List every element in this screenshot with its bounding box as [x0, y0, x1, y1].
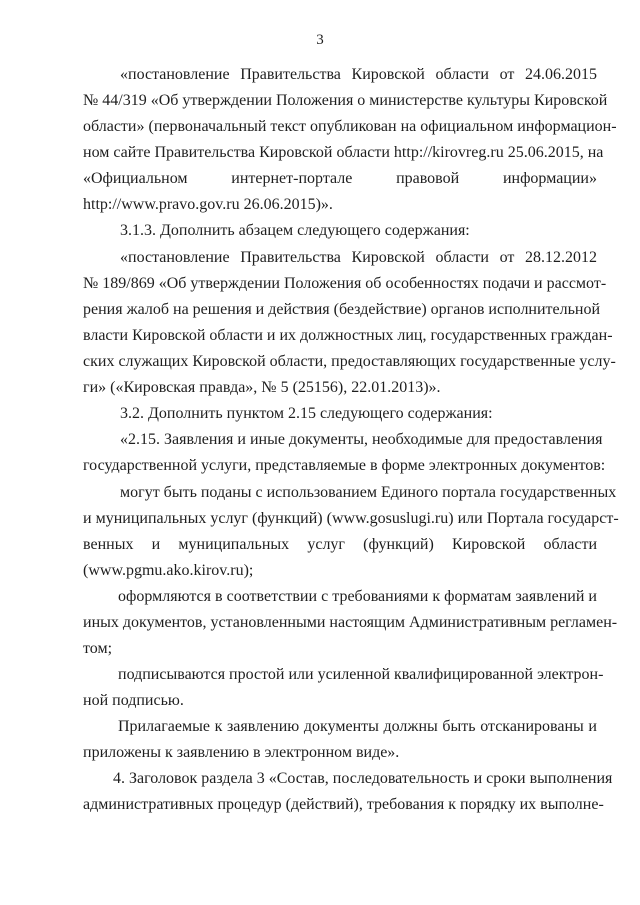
- text-line: № 44/319 «Об утверждении Положения о министерстве культуры Кировской: [83, 92, 608, 109]
- text-line: государственной услуги, представляемые в форме электронных документов:: [83, 457, 606, 474]
- text-line: 4. Заголовок раздела 3 «Состав, последовательность и сроки выполнения: [113, 770, 613, 787]
- text-line: области» (первоначальный текст опубликован на официальном информацион-: [83, 118, 617, 135]
- text-line: приложены к заявлению в электронном виде».: [83, 744, 400, 761]
- text-line: административных процедур (действий), требования к порядку их выполне-: [83, 796, 604, 813]
- text-line: № 189/869 «Об утверждении Положения об особенностях подачи и рассмот-: [83, 275, 607, 292]
- text-line: 3.2. Дополнить пунктом 2.15 следующего содержания:: [120, 405, 493, 422]
- text-line: подписываются простой или усиленной квалифицированной электрон-: [118, 666, 604, 683]
- text-line: рения жалоб на решения и действия (бездействие) органов исполнительной: [83, 301, 601, 318]
- text-line: венных и муниципальных услуг (функций) Кировской области: [83, 536, 597, 553]
- text-line: оформляются в соответствии с требованиями к форматам заявлений и: [118, 588, 597, 605]
- text-line: «2.15. Заявления и иные документы, необходимые для предоставления: [120, 431, 603, 448]
- text-line: «постановление Правительства Кировской области от 28.12.2012: [120, 249, 597, 266]
- page-number: 3: [316, 32, 324, 48]
- text-line: власти Кировской области и их должностных лиц, государственных граждан-: [83, 327, 613, 344]
- text-line: ги» («Кировская правда», № 5 (25156), 22.01.2013)».: [83, 379, 441, 396]
- text-line: иных документов, установленными настоящим Административным регламен-: [83, 614, 618, 631]
- text-line: «постановление Правительства Кировской области от 24.06.2015: [120, 66, 597, 83]
- text-line: «Официальном интернет-портале правовой информации»: [83, 170, 597, 187]
- text-line: Прилагаемые к заявлению документы должны быть отсканированы и: [118, 718, 597, 735]
- text-line: ной подписью.: [83, 692, 184, 709]
- text-line: том;: [83, 640, 113, 657]
- text-line: и муниципальных услуг (функций) (www.gosuslugi.ru) или Портала государст-: [83, 510, 619, 527]
- text-line: (www.pgmu.ako.kirov.ru);: [83, 562, 254, 579]
- text-line: ном сайте Правительства Кировской области http://kirovreg.ru 25.06.2015, на: [83, 144, 604, 161]
- text-line: могут быть поданы с использованием Единого портала государственных: [120, 484, 617, 501]
- text-line: http://www.pravo.gov.ru 26.06.2015)».: [83, 196, 333, 213]
- text-line: 3.1.3. Дополнить абзацем следующего содержания:: [120, 222, 470, 239]
- text-line: ских служащих Кировской области, предоставляющих государственные услу-: [83, 353, 616, 370]
